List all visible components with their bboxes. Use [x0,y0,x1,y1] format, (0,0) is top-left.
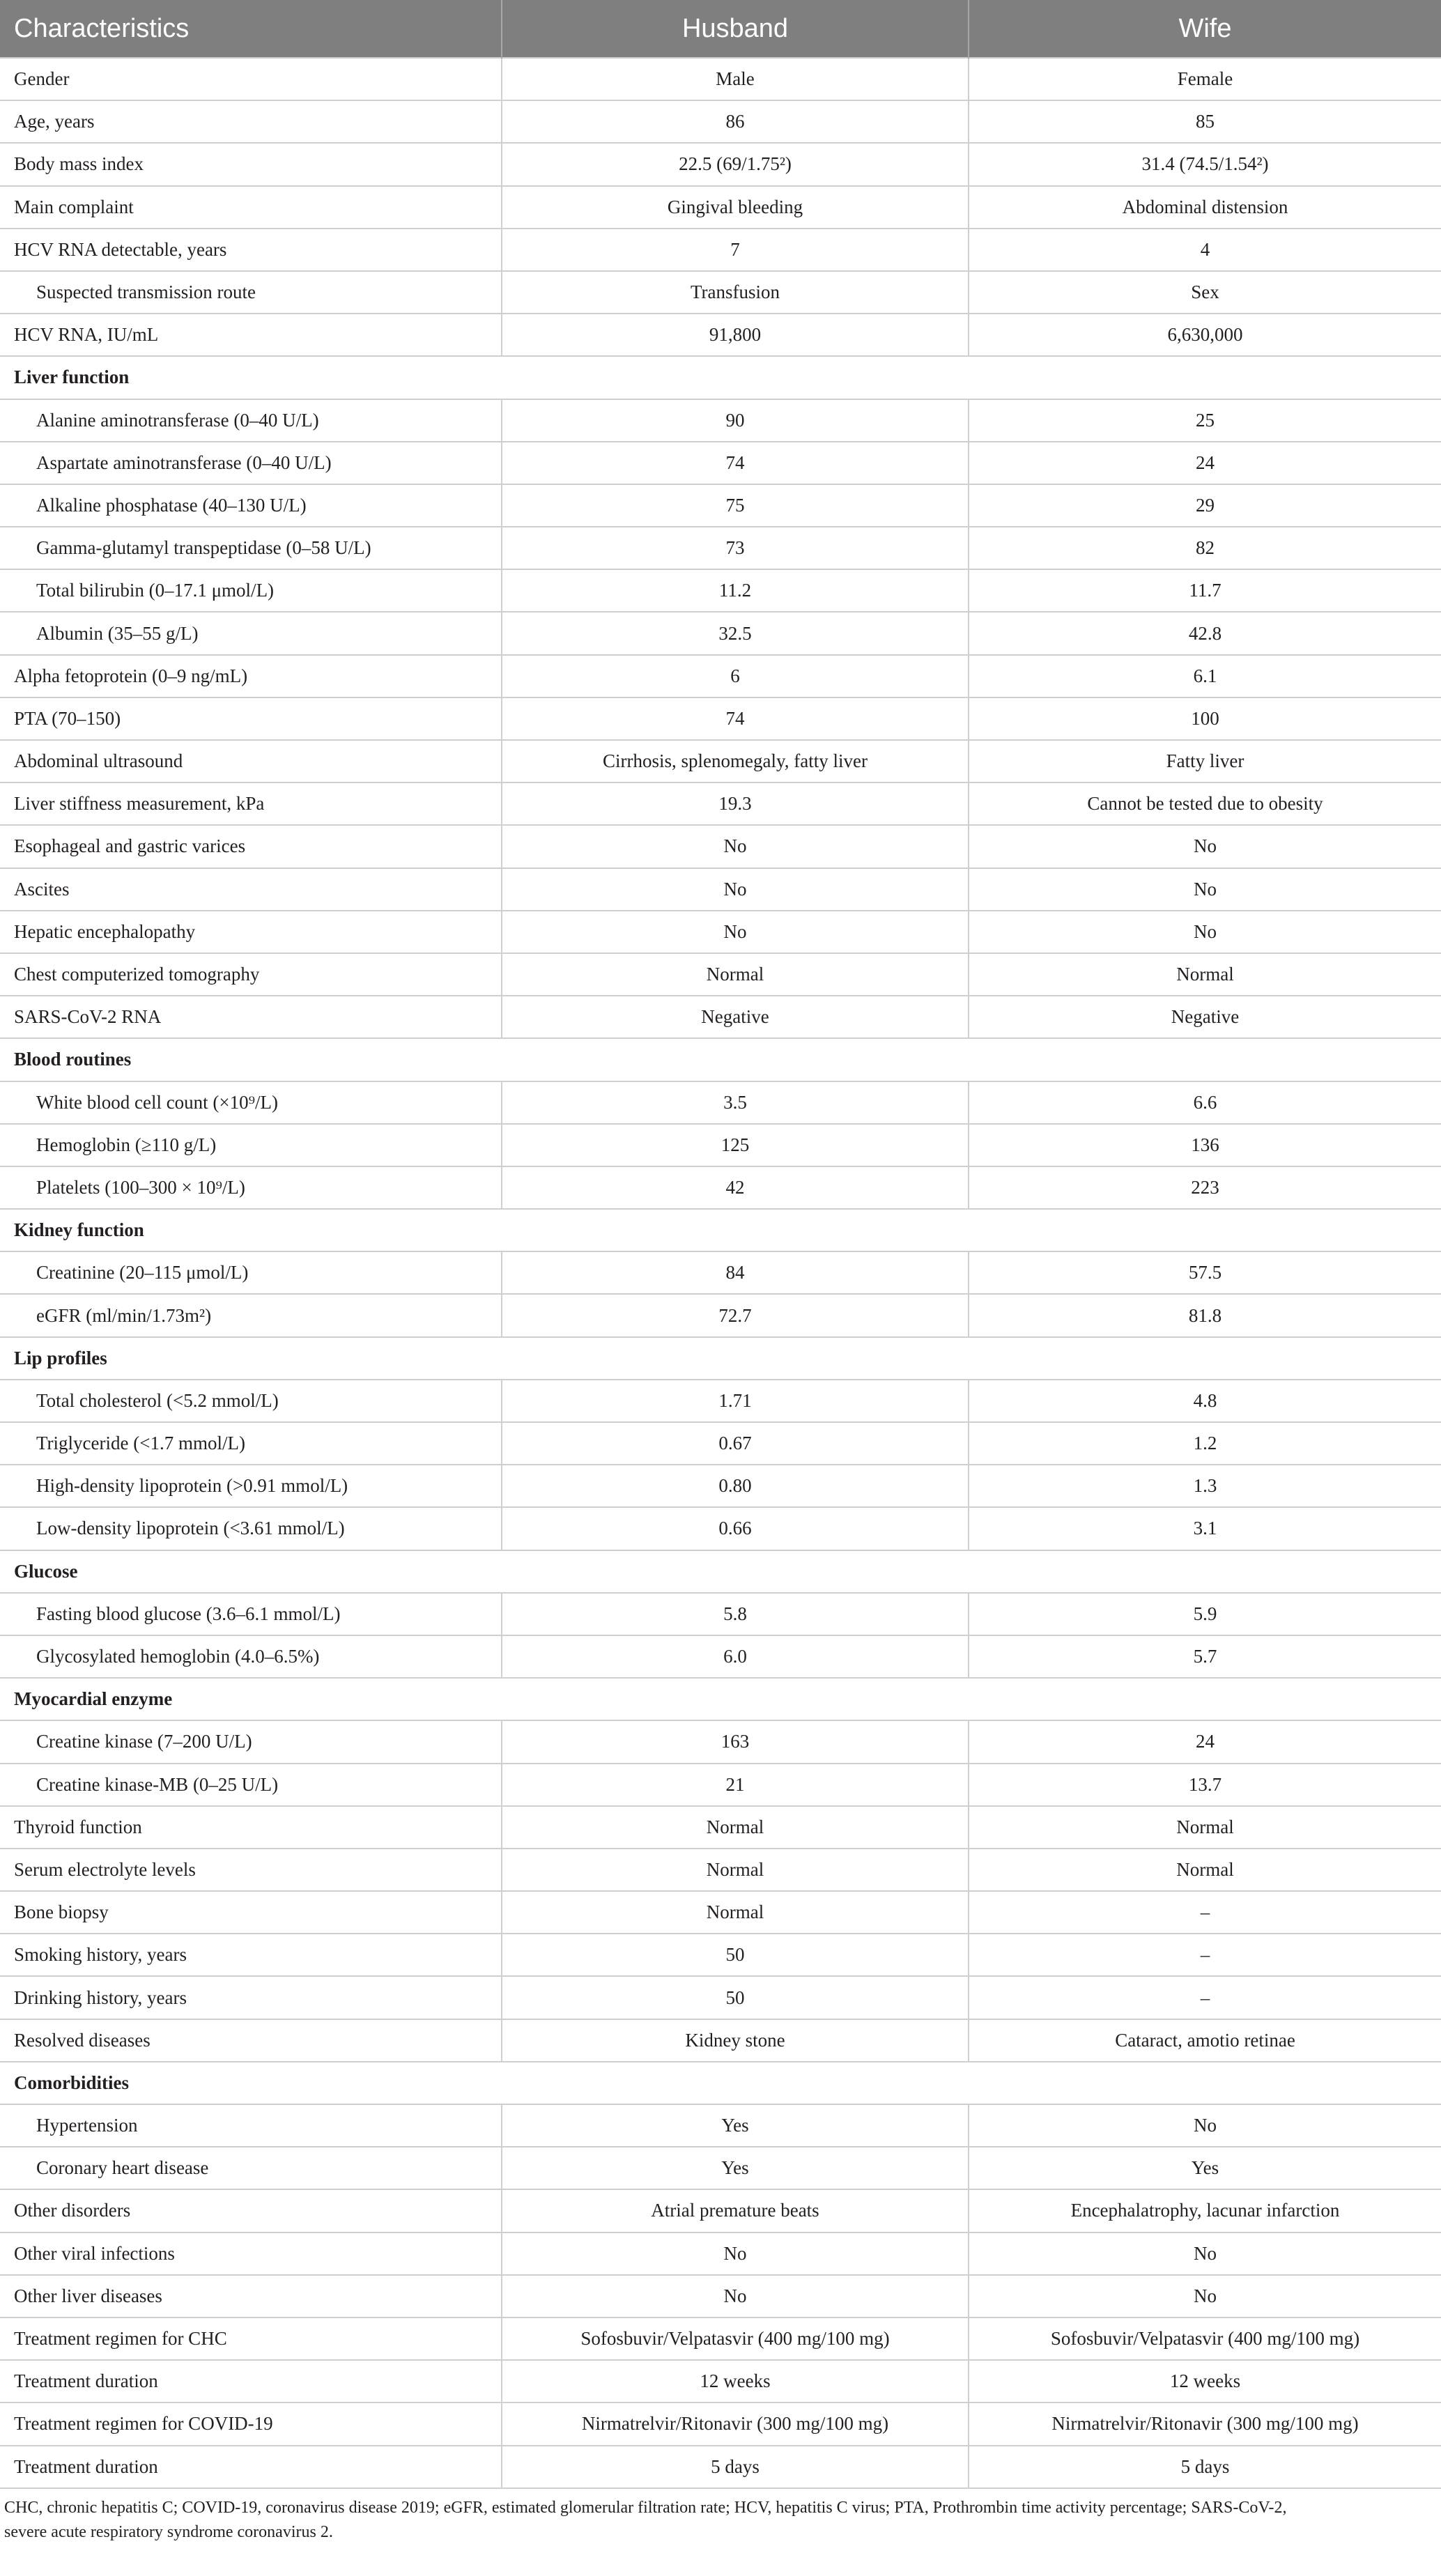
table-row [0,1806,1441,1849]
wife-value: Cannot be tested due to obesity [969,782,1441,825]
row-label: Other liver diseases [0,2275,502,2317]
husband-value: 0.67 [502,1422,969,1465]
wife-value: 81.8 [969,1294,1441,1336]
row-label: Other viral infections [0,2232,502,2275]
row-label: Alkaline phosphatase (40–130 U/L) [0,484,502,527]
husband-value: Kidney stone [502,2019,969,2062]
wife-value: Sofosbuvir/Velpatasvir (400 mg/100 mg) [969,2317,1441,2360]
table-row [0,2360,1441,2403]
table-row [0,1124,1441,1166]
table-row [0,1380,1441,1422]
row-label: Total bilirubin (0–17.1 μmol/L) [0,569,502,612]
table-row [0,2147,1441,2189]
wife-value: 4.8 [969,1380,1441,1422]
table-row [0,1465,1441,1507]
table-row [0,1635,1441,1678]
husband-value: 74 [502,442,969,484]
husband-value: Cirrhosis, splenomegaly, fatty liver [502,740,969,782]
row-label: Alanine aminotransferase (0–40 U/L) [0,399,502,442]
row-label: Other disorders [0,2189,502,2232]
wife-value: 25 [969,399,1441,442]
section-label: Blood routines [0,1038,1441,1081]
row-label: Age, years [0,100,502,143]
row-label: Total cholesterol (<5.2 mmol/L) [0,1380,502,1422]
wife-value: No [969,868,1441,911]
wife-value: 24 [969,442,1441,484]
table-row [0,2019,1441,2062]
husband-value: Transfusion [502,271,969,314]
table-row [0,2403,1441,2445]
table-row [0,953,1441,996]
row-label: Albumin (35–55 g/L) [0,612,502,654]
section-row [0,2062,1441,2104]
wife-value: 5 days [969,2446,1441,2488]
row-label: Thyroid function [0,1806,502,1849]
table-row [0,1294,1441,1336]
wife-value: 82 [969,527,1441,569]
husband-value: Yes [502,2147,969,2189]
row-label: White blood cell count (×10⁹/L) [0,1081,502,1124]
row-label: SARS-CoV-2 RNA [0,996,502,1038]
table-row [0,782,1441,825]
wife-value: 24 [969,1720,1441,1763]
wife-value: 100 [969,697,1441,740]
wife-value: 13.7 [969,1764,1441,1806]
row-label: Creatinine (20–115 μmol/L) [0,1251,502,1294]
section-label: Liver function [0,356,1441,399]
wife-value: No [969,2232,1441,2275]
husband-value: 73 [502,527,969,569]
husband-value: 6 [502,655,969,697]
table-row [0,1507,1441,1550]
wife-value: 12 weeks [969,2360,1441,2403]
section-label: Kidney function [0,1209,1441,1251]
table-row [0,58,1441,100]
row-label: Treatment duration [0,2360,502,2403]
husband-value: 91,800 [502,314,969,356]
row-label: Suspected transmission route [0,271,502,314]
section-label: Glucose [0,1550,1441,1593]
table-row [0,1081,1441,1124]
row-label: Hypertension [0,2104,502,2147]
wife-value: Encephalatrophy, lacunar infarction [969,2189,1441,2232]
husband-value: No [502,825,969,867]
husband-value: 74 [502,697,969,740]
row-label: Low-density lipoprotein (<3.61 mmol/L) [0,1507,502,1550]
row-label: Aspartate aminotransferase (0–40 U/L) [0,442,502,484]
husband-value: 72.7 [502,1294,969,1336]
husband-value: No [502,2232,969,2275]
husband-value: 1.71 [502,1380,969,1422]
table-row [0,1934,1441,1976]
husband-value: 5 days [502,2446,969,2488]
row-label: Hemoglobin (≥110 g/L) [0,1124,502,1166]
table-row [0,100,1441,143]
table-row [0,1764,1441,1806]
row-label: Smoking history, years [0,1934,502,1976]
row-label: High-density lipoprotein (>0.91 mmol/L) [0,1465,502,1507]
wife-value: No [969,911,1441,953]
husband-value: 163 [502,1720,969,1763]
wife-value: 6.6 [969,1081,1441,1124]
husband-value: Nirmatrelvir/Ritonavir (300 mg/100 mg) [502,2403,969,2445]
husband-value: Normal [502,1849,969,1891]
header-husband: Husband [502,0,969,58]
section-row [0,1678,1441,1720]
table-row [0,399,1441,442]
husband-value: 50 [502,1976,969,2019]
husband-value: 0.66 [502,1507,969,1550]
row-label: Treatment duration [0,2446,502,2488]
row-label: Glycosylated hemoglobin (4.0–6.5%) [0,1635,502,1678]
row-label: Gamma-glutamyl transpeptidase (0–58 U/L) [0,527,502,569]
row-label: Platelets (100–300 × 10⁹/L) [0,1166,502,1209]
husband-value: 84 [502,1251,969,1294]
row-label: Chest computerized tomography [0,953,502,996]
wife-value: 3.1 [969,1507,1441,1550]
wife-value: No [969,2275,1441,2317]
table-row [0,2275,1441,2317]
husband-value: 5.8 [502,1593,969,1635]
husband-value: 19.3 [502,782,969,825]
husband-value: 32.5 [502,612,969,654]
wife-value: 5.7 [969,1635,1441,1678]
wife-value: Abdominal distension [969,186,1441,229]
table-row [0,612,1441,654]
table-row [0,569,1441,612]
row-label: Coronary heart disease [0,2147,502,2189]
row-label: HCV RNA detectable, years [0,229,502,271]
table-row [0,996,1441,1038]
wife-value: 6,630,000 [969,314,1441,356]
table-row [0,1720,1441,1763]
row-label: Gender [0,58,502,100]
wife-value: Negative [969,996,1441,1038]
table-row [0,1976,1441,2019]
wife-value: 223 [969,1166,1441,1209]
table-row [0,697,1441,740]
row-label: Serum electrolyte levels [0,1849,502,1891]
section-row [0,1209,1441,1251]
husband-value: 7 [502,229,969,271]
wife-value: 1.3 [969,1465,1441,1507]
table-row [0,314,1441,356]
table-body [0,58,1441,2488]
husband-value: No [502,868,969,911]
wife-value: No [969,2104,1441,2147]
wife-value: Yes [969,2147,1441,2189]
husband-value: Normal [502,1806,969,1849]
table-row [0,911,1441,953]
husband-value: 42 [502,1166,969,1209]
section-label: Lip profiles [0,1337,1441,1380]
row-label: Bone biopsy [0,1891,502,1934]
row-label: Treatment regimen for COVID-19 [0,2403,502,2445]
wife-value: 4 [969,229,1441,271]
wife-value: Female [969,58,1441,100]
row-label: Abdominal ultrasound [0,740,502,782]
husband-value: 90 [502,399,969,442]
table-row [0,2189,1441,2232]
row-label: eGFR (ml/min/1.73m²) [0,1294,502,1336]
row-label: Liver stiffness measurement, kPa [0,782,502,825]
wife-value: 57.5 [969,1251,1441,1294]
table-row [0,2317,1441,2360]
husband-value: 125 [502,1124,969,1166]
wife-value: 85 [969,100,1441,143]
header-wife: Wife [969,0,1441,58]
section-label: Myocardial enzyme [0,1678,1441,1720]
husband-value: 0.80 [502,1465,969,1507]
wife-value: 11.7 [969,569,1441,612]
wife-value: 31.4 (74.5/1.54²) [969,143,1441,185]
husband-value: Normal [502,1891,969,1934]
wife-value: – [969,1976,1441,2019]
table-row [0,442,1441,484]
row-label: Triglyceride (<1.7 mmol/L) [0,1422,502,1465]
wife-value: 5.9 [969,1593,1441,1635]
wife-value: Normal [969,1806,1441,1849]
row-label: Creatine kinase-MB (0–25 U/L) [0,1764,502,1806]
wife-value: Sex [969,271,1441,314]
section-row [0,1038,1441,1081]
table-row [0,186,1441,229]
row-label: Alpha fetoprotein (0–9 ng/mL) [0,655,502,697]
row-label: Hepatic encephalopathy [0,911,502,953]
wife-value: Fatty liver [969,740,1441,782]
section-row [0,356,1441,399]
section-row [0,1337,1441,1380]
table-row [0,143,1441,185]
husband-value: 21 [502,1764,969,1806]
row-label: Creatine kinase (7–200 U/L) [0,1720,502,1763]
table-row [0,2232,1441,2275]
wife-value: 42.8 [969,612,1441,654]
husband-value: 50 [502,1934,969,1976]
table-row [0,740,1441,782]
wife-value: – [969,1934,1441,1976]
wife-value: No [969,825,1441,867]
husband-value: No [502,2275,969,2317]
wife-value: 136 [969,1124,1441,1166]
table-header [0,0,1441,58]
wife-value: Nirmatrelvir/Ritonavir (300 mg/100 mg) [969,2403,1441,2445]
table-row [0,1891,1441,1934]
husband-value: Negative [502,996,969,1038]
husband-value: Sofosbuvir/Velpatasvir (400 mg/100 mg) [502,2317,969,2360]
husband-value: Normal [502,953,969,996]
table-footnote: CHC, chronic hepatitis C; COVID-19, coronavirus disease 2019; eGFR, estimated glomerular filtration rate; HCV, hepatitis C virus; PTA, Prothrombin time activity percentage; SARS-CoV-2, severe acute respiratory syndrome coronavirus 2. [4,2498,1287,2541]
wife-value: – [969,1891,1441,1934]
table-row [0,1251,1441,1294]
row-label: Ascites [0,868,502,911]
husband-value: 11.2 [502,569,969,612]
husband-value: Gingival bleeding [502,186,969,229]
wife-value: Normal [969,1849,1441,1891]
wife-value: Cataract, amotio retinae [969,2019,1441,2062]
row-label: Main complaint [0,186,502,229]
row-label: Fasting blood glucose (3.6–6.1 mmol/L) [0,1593,502,1635]
section-row [0,1550,1441,1593]
table-row [0,1849,1441,1891]
row-label: Treatment regimen for CHC [0,2317,502,2360]
row-label: Body mass index [0,143,502,185]
husband-value: No [502,911,969,953]
table-row [0,655,1441,697]
husband-value: 6.0 [502,1635,969,1678]
husband-value: 3.5 [502,1081,969,1124]
table-row [0,527,1441,569]
table-row [0,825,1441,867]
table-row [0,484,1441,527]
row-label: Resolved diseases [0,2019,502,2062]
husband-value: Yes [502,2104,969,2147]
husband-value: Atrial premature beats [502,2189,969,2232]
table-row [0,868,1441,911]
row-label: Drinking history, years [0,1976,502,2019]
wife-value: 1.2 [969,1422,1441,1465]
table-row [0,229,1441,271]
header-row [0,0,1441,58]
wife-value: 29 [969,484,1441,527]
row-label: PTA (70–150) [0,697,502,740]
table-row [0,1422,1441,1465]
wife-value: 6.1 [969,655,1441,697]
table-row [0,1593,1441,1635]
section-label: Comorbidities [0,2062,1441,2104]
row-label: Esophageal and gastric varices [0,825,502,867]
header-characteristics: Characteristics [0,0,502,58]
husband-value: 22.5 (69/1.75²) [502,143,969,185]
husband-value: 86 [502,100,969,143]
table-row [0,2446,1441,2488]
row-label: HCV RNA, IU/mL [0,314,502,356]
table-row [0,1166,1441,1209]
husband-value: Male [502,58,969,100]
wife-value: Normal [969,953,1441,996]
husband-value: 75 [502,484,969,527]
table-row [0,2104,1441,2147]
husband-value: 12 weeks [502,2360,969,2403]
table-row [0,271,1441,314]
